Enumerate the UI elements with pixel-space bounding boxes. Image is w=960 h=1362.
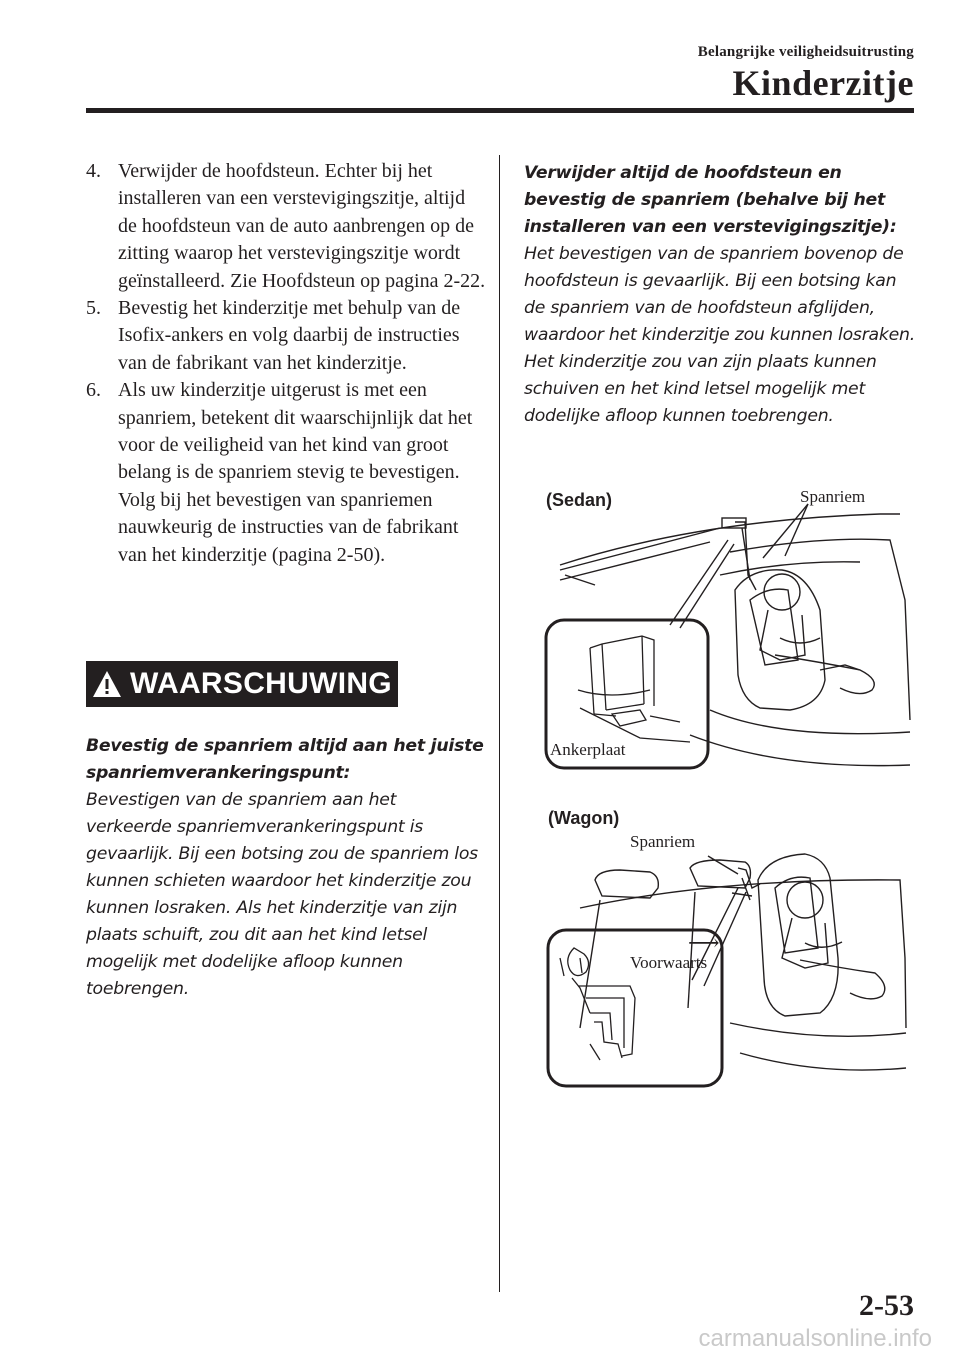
step-text: Als uw kinderzitje uitgerust is met een spanriem, betekent dit waarschijnlijk dat het voor de veiligheid van het kind van groot belang is de spanriem stevig te bevestigen. Volg bij het bevestigen van spanriemen nauwkeurig de instructies van de fabrikant van het kinderzitje (pagina 2-50). bbox=[118, 379, 473, 566]
sedan-figure-label: (Sedan) bbox=[546, 490, 613, 510]
step-number: 5. bbox=[86, 297, 101, 320]
sedan-figure bbox=[520, 480, 920, 780]
step-item bbox=[86, 377, 486, 569]
warning-item-body: Het bevestigen van de spanriem bovenop de hoofdsteun is gevaarlijk. Bij een botsing kan de spanriem van de hoofdsteun afglijden, waardoor het kinderzitje zou kunnen losraken. Het kinderzitje zou van zijn plaats kunnen schuiven en het kind letsel mogelijk met dodelijke afloop kunnen toebrengen. bbox=[524, 244, 915, 426]
step-number: 6. bbox=[86, 379, 101, 402]
watermark: carmanualsonline.info bbox=[698, 1325, 932, 1352]
sedan-anchor-plate-callout: Ankerplaat bbox=[550, 740, 626, 759]
step-text: Verwijder de hoofdsteun. Echter bij het installeren van een verstevigingszitje, altijd de hoofdsteun van de auto aanbrengen op de zitting waarop het verstevigingszitje wordt geïnstalleerd. Zie Hoofdsteun op pagina 2-22. bbox=[118, 160, 486, 292]
sedan-tether-callout: Spanriem bbox=[800, 487, 866, 506]
wagon-figure-label: (Wagon) bbox=[548, 808, 620, 828]
warning-item-body: Bevestigen van de spanriem aan het verkeerde spanriemverankeringspunt is gevaarlijk. Bij een botsing zou de spanriem los kunnen schieten waardoor het kinderzitje zou kunnen losraken. Als het kinderzitje van zijn plaats schuift, zou dit aan het kind letsel mogelijk met dodelijke afloop kunnen toebrengen. bbox=[86, 790, 478, 999]
warning-item-title: Verwijder altijd de hoofdsteun en bevestig de spanriem (behalve bij het installeren van een verstevigingszitje): bbox=[524, 163, 897, 237]
wagon-figure bbox=[520, 808, 920, 1098]
header-rule bbox=[86, 108, 914, 113]
step-text: Bevestig het kinderzitje met behulp van de Isofix-ankers en volg daarbij de instructies van de fabrikant van het kinderzitje. bbox=[118, 297, 461, 374]
warning-triangle-icon bbox=[92, 670, 122, 698]
wagon-tether-callout: Spanriem bbox=[630, 832, 696, 851]
warning-label-text: WAARSCHUWING bbox=[130, 667, 392, 700]
instruction-steps bbox=[86, 158, 486, 569]
step-item bbox=[86, 158, 486, 295]
warning-item-headrest bbox=[524, 160, 918, 430]
forward-arrow-icon: ⟶ bbox=[688, 930, 720, 955]
column-divider bbox=[499, 155, 500, 1292]
wagon-forward-callout: Voorwaarts bbox=[630, 953, 708, 972]
wagon-illustration bbox=[520, 808, 920, 1098]
page-title: Kinderzitje bbox=[732, 63, 914, 103]
running-header-section: Belangrijke veiligheidsuitrusting bbox=[697, 44, 914, 60]
sedan-illustration bbox=[520, 480, 920, 780]
step-item bbox=[86, 295, 486, 377]
warning-item-title: Bevestig de spanriem altijd aan het juiste spanriemverankeringspunt: bbox=[86, 736, 484, 783]
page-number: 2-53 bbox=[859, 1289, 914, 1322]
warning-label bbox=[86, 661, 398, 707]
step-number: 4. bbox=[86, 160, 101, 182]
warning-item-tether-anchor bbox=[86, 733, 486, 1003]
